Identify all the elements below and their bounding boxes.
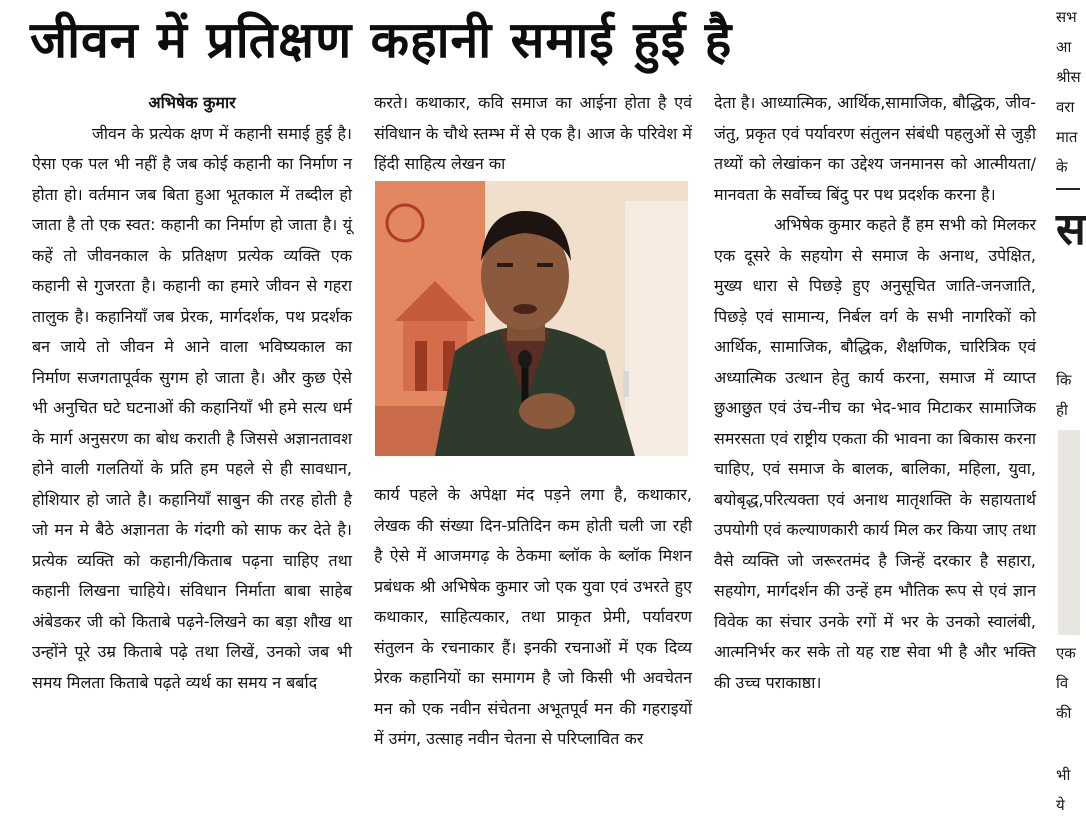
adjacent-mid-lines	[1056, 365, 1071, 425]
adjacent-big-letter: स	[1056, 204, 1086, 255]
speaker-photo	[375, 181, 688, 456]
adjacent-article-strip	[1046, 0, 1086, 822]
adjacent-line: वि	[1056, 674, 1069, 692]
adjacent-line: भी	[1056, 766, 1071, 784]
adjacent-divider	[1056, 188, 1080, 190]
adjacent-line: श्रीस	[1056, 68, 1081, 86]
article-column-3	[714, 88, 1036, 698]
adjacent-line: के	[1056, 158, 1068, 176]
article-column-2	[374, 88, 692, 174]
adjacent-low-lines	[1056, 638, 1076, 728]
column-2-top-paragraph: करते। कथाकार, कवि समाज का आईना होता है एवं संविधान के चौथे स्तम्भ में से एक है। आज के परिवेश में हिंदी साहित्य लेखन का	[374, 93, 692, 173]
adjacent-line: ही	[1056, 401, 1068, 419]
adjacent-line: की	[1056, 704, 1072, 722]
adjacent-photo	[1058, 430, 1080, 635]
adjacent-line: वरा	[1056, 98, 1075, 116]
column-1-paragraph: जीवन के प्रत्येक क्षण में कहानी समाई हुई है। ऐसा एक पल भी नहीं है जब कोई कहानी का निर्माण न होता हो। वर्तमान जब बिता हुआ भूतकाल में तब्दील हो जाता है तो एक स्वत: कहानी का निर्माण हो जाता है। यूं कहें तो जीवनकाल के प्रतिक्षण प्रत्येक व्यक्ति एक कहानी से गुजरता है। कहानी का हमारे जीवन से गहरा तालुक है। कहानियाँ जब प्रेरक, मार्गदर्शक, पथ प्रदर्शक बन जाये तो जीवन मे आने वाला भविष्यकाल का निर्माण सजगतापूर्वक सुगम हो जाता है। और कुछ ऐसे भी अनुचित घटे घटनाओं की कहानियाँ भी हमे सत्य धर्म के मार्ग अनुसरण का बोध कराती है जिससे अज्ञानतावश होने वाली गलतियों के प्रति हम पहले से ही सावधान, होशियार हो जाते है। कहानियाँ साबुन की तरह होती है जो मन मे बैठे अज्ञानता के गंदगी को साफ कर देते है। प्रत्येक व्यक्ति को कहानी/किताब पढ़ना चाहिए तथा कहानी लिखना चाहिये। संविधान निर्माता बाबा साहेब अंबेडकर जी को किताबे पढ़ने-लिखने का बड़ा शौख था उन्होंने पूरे उम्र किताबे पढ़े तथा लिखें, उनको जब भी समय मिलता किताबे पढ़ते व्यर्थ का समय न बर्बाद	[32, 123, 352, 692]
adjacent-line: मात	[1056, 128, 1078, 146]
article-column-2-continued	[374, 478, 692, 755]
article-byline: अभिषेक कुमार	[148, 93, 236, 112]
adjacent-line: आ	[1056, 38, 1072, 56]
adjacent-line: एक	[1056, 644, 1076, 662]
column-2-bottom-paragraph: कार्य पहले के अपेक्षा मंद पड़ने लगा है, कथाकार, लेखक की संख्या दिन-प्रतिदिन कम होती चली जा रही है ऐसे में आजमगढ़ के ठेकमा ब्लॉक के ब्लॉक मिशन प्रबंधक श्री अभिषेक कुमार जो एक युवा एवं उभरते हुए कथाकार, साहित्यकार, तथा प्राकृत प्रेमी, पर्यावरण संतुलन के रचनाकार हैं। इनकी रचनाओं में एक दिव्य प्रेरक कहानियों का समागम है जो किसी भी अवचेतन मन को एक नवीन संचेतना अभूतपूर्व मन की गहराइयों में उमंग, उत्साह नवीन चेतना से परिप्लावित कर	[374, 485, 692, 748]
article-column-1	[32, 88, 352, 698]
adjacent-line: सभ	[1056, 8, 1077, 26]
article-headline: जीवन में प्रतिक्षण कहानी समाई हुई है	[30, 11, 733, 69]
adjacent-line: ये	[1056, 796, 1065, 814]
adjacent-line: कि	[1056, 371, 1072, 389]
column-3-paragraph-b: अभिषेक कुमार कहते हैं हम सभी को मिलकर एक दूसरे के सहयोग से समाज के अनाथ, उपेक्षित, मुख्य धारा से पिछड़े हुए अनुसूचित जाति-जनजाति, पिछड़े एवं सामान्य, निर्बल वर्ग के सभी नागरिकों को आर्थिक, सामाजिक, बौद्धिक, शैक्षणिक, चारित्रिक एवं अध्यात्मिक उत्थान हेतु कार्य करना, समाज में व्याप्त छुआछुत एवं उंच-नीच का भेद-भाव मिटाकर सामाजिक समरसता एवं राष्ट्रीय एकता की भावना का बिकास करना चाहिए, एवं समाज के बालक, बालिका, महिला, युवा, बयोबृद्ध,परित्यक्ता एवं अनाथ मातृशक्ति के सहायतार्थ उपयोगी एवं कल्याणकारी कार्य मिल कर किया जाए तथा वैसे व्यक्ति जो जरूरतमंद है जिन्हें दरकार है सहारा, सहयोग, मार्गदर्शन की उन्हें हम भौतिक रूप से एवं ज्ञान विवेक का संचार उनके रगों में भर के उनको स्वालंबी, आत्मनिर्भर कर सके तो यह राष्ट सेवा भी है और भक्ति की उच्च पराकाष्ठा।	[714, 215, 1036, 692]
adjacent-bottom-lines	[1056, 760, 1070, 820]
column-3-paragraph-a: देता है। आध्यात्मिक, आर्थिक,सामाजिक, बौद्धिक, जीव-जंतु, प्रकृत एवं पर्यावरण संतुलन संबंधी पहलुओं से जुड़ी तथ्यों को लेखांकन का उद्देश्य जनमानस को आत्मीयता/मानवता के सर्वोच्च बिंदु पर पथ प्रदर्शक करना है।	[714, 93, 1036, 204]
